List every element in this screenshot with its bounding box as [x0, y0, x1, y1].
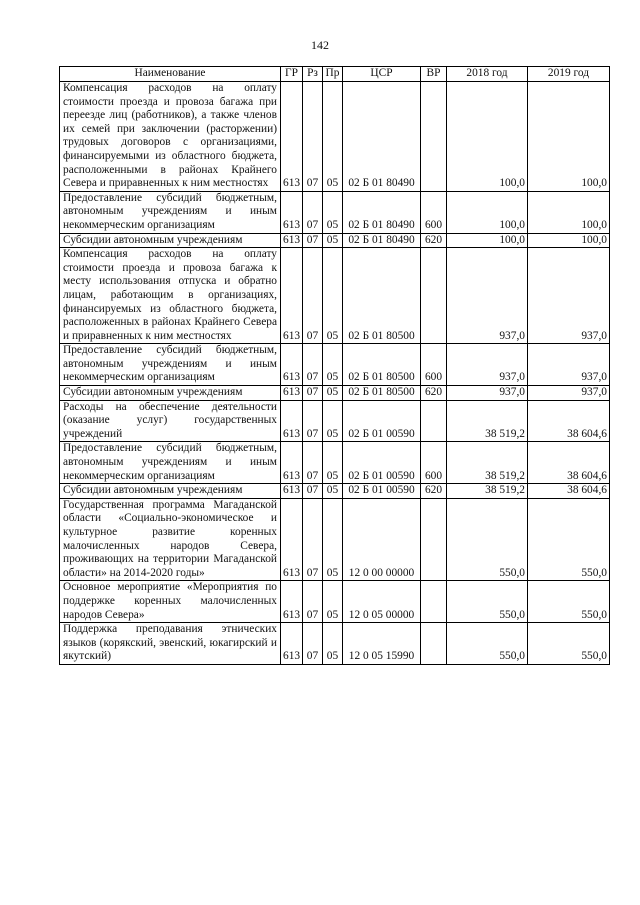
cell-pr: 05	[323, 581, 343, 623]
cell-name: Субсидии автономным учреждениям	[60, 386, 281, 401]
cell-name: Расходы на обеспечение деятельности (оказание услуг) государственных учреждений	[60, 400, 281, 442]
cell-vr	[421, 248, 447, 344]
cell-2018: 38 519,2	[447, 484, 528, 499]
cell-csr: 12 0 05 15990	[343, 623, 421, 665]
cell-2018: 550,0	[447, 498, 528, 581]
cell-gr: 613	[281, 581, 303, 623]
cell-2019: 937,0	[528, 248, 610, 344]
table-row	[60, 400, 610, 442]
cell-2019: 937,0	[528, 344, 610, 386]
cell-2018: 937,0	[447, 344, 528, 386]
cell-2018: 100,0	[447, 82, 528, 192]
cell-pr: 05	[323, 82, 343, 192]
header-row	[60, 67, 610, 82]
cell-gr: 613	[281, 191, 303, 233]
table-row	[60, 233, 610, 248]
cell-csr: 02 Б 01 00590	[343, 442, 421, 484]
cell-2019: 100,0	[528, 82, 610, 192]
cell-name: Поддержка преподавания этнических языков (корякский, эвенский, юкагирский и якутский)	[60, 623, 281, 665]
cell-2019: 550,0	[528, 498, 610, 581]
cell-name: Компенсация расходов на оплату стоимости проезда и провоза багажа к месту использования отпуска и обратно лицам, работающим в организациях, финансируемых из областного бюджета, расположенных в районах Крайнего Севера и приравненных к ним местностях	[60, 248, 281, 344]
cell-2019: 38 604,6	[528, 442, 610, 484]
header-gr: ГР	[281, 67, 303, 82]
cell-name: Субсидии автономным учреждениям	[60, 484, 281, 499]
table-row	[60, 498, 610, 581]
table-row	[60, 248, 610, 344]
cell-vr: 620	[421, 484, 447, 499]
cell-gr: 613	[281, 344, 303, 386]
table-row	[60, 623, 610, 665]
cell-2019: 937,0	[528, 386, 610, 401]
cell-csr: 02 Б 01 80490	[343, 82, 421, 192]
cell-csr: 02 Б 01 80500	[343, 248, 421, 344]
cell-csr: 02 Б 01 80490	[343, 233, 421, 248]
cell-2019: 550,0	[528, 623, 610, 665]
table-row	[60, 82, 610, 192]
cell-rz: 07	[303, 248, 323, 344]
cell-2019: 38 604,6	[528, 484, 610, 499]
cell-2018: 38 519,2	[447, 442, 528, 484]
cell-vr: 600	[421, 191, 447, 233]
cell-vr	[421, 400, 447, 442]
cell-vr: 600	[421, 442, 447, 484]
cell-pr: 05	[323, 400, 343, 442]
header-rz: Рз	[303, 67, 323, 82]
cell-name: Предоставление субсидий бюджетным, автономным учреждениям и иным некоммерческим организациям	[60, 191, 281, 233]
cell-name: Государственная программа Магаданской области «Социально-экономическое и культурное развитие коренных малочисленных народов Севера, проживающих на территории Магаданской области» на 2014-2020 годы»	[60, 498, 281, 581]
cell-pr: 05	[323, 248, 343, 344]
cell-2018: 550,0	[447, 623, 528, 665]
cell-2019: 100,0	[528, 233, 610, 248]
cell-rz: 07	[303, 623, 323, 665]
cell-pr: 05	[323, 344, 343, 386]
cell-csr: 12 0 00 00000	[343, 498, 421, 581]
page-number: 142	[311, 38, 329, 52]
cell-rz: 07	[303, 344, 323, 386]
cell-2019: 100,0	[528, 191, 610, 233]
cell-pr: 05	[323, 386, 343, 401]
cell-2018: 38 519,2	[447, 400, 528, 442]
cell-rz: 07	[303, 581, 323, 623]
cell-rz: 07	[303, 386, 323, 401]
cell-2018: 550,0	[447, 581, 528, 623]
cell-csr: 02 Б 01 00590	[343, 484, 421, 499]
cell-gr: 613	[281, 498, 303, 581]
cell-vr	[421, 82, 447, 192]
cell-csr: 02 Б 01 00590	[343, 400, 421, 442]
cell-vr: 600	[421, 344, 447, 386]
table-row	[60, 484, 610, 499]
cell-pr: 05	[323, 623, 343, 665]
cell-gr: 613	[281, 233, 303, 248]
cell-name: Предоставление субсидий бюджетным, автономным учреждениям и иным некоммерческим организациям	[60, 344, 281, 386]
cell-pr: 05	[323, 484, 343, 499]
cell-rz: 07	[303, 400, 323, 442]
cell-pr: 05	[323, 498, 343, 581]
header-2019: 2019 год	[528, 67, 610, 82]
budget-table	[59, 66, 610, 665]
table-row	[60, 191, 610, 233]
header-name: Наименование	[60, 67, 281, 82]
cell-gr: 613	[281, 442, 303, 484]
cell-2018: 937,0	[447, 248, 528, 344]
cell-gr: 613	[281, 400, 303, 442]
cell-gr: 613	[281, 82, 303, 192]
cell-gr: 613	[281, 623, 303, 665]
cell-vr	[421, 623, 447, 665]
cell-rz: 07	[303, 233, 323, 248]
cell-2018: 100,0	[447, 233, 528, 248]
header-pr: Пр	[323, 67, 343, 82]
table-row	[60, 386, 610, 401]
header-csr: ЦСР	[343, 67, 421, 82]
cell-name: Субсидии автономным учреждениям	[60, 233, 281, 248]
cell-gr: 613	[281, 248, 303, 344]
cell-rz: 07	[303, 82, 323, 192]
cell-rz: 07	[303, 191, 323, 233]
cell-rz: 07	[303, 442, 323, 484]
cell-vr	[421, 498, 447, 581]
cell-rz: 07	[303, 484, 323, 499]
cell-name: Предоставление субсидий бюджетным, автономным учреждениям и иным некоммерческим организациям	[60, 442, 281, 484]
cell-name: Основное мероприятие «Мероприятия по поддержке коренных малочисленных народов Севера»	[60, 581, 281, 623]
cell-pr: 05	[323, 442, 343, 484]
cell-csr: 02 Б 01 80500	[343, 386, 421, 401]
header-2018: 2018 год	[447, 67, 528, 82]
cell-rz: 07	[303, 498, 323, 581]
table-row	[60, 581, 610, 623]
cell-pr: 05	[323, 191, 343, 233]
cell-csr: 12 0 05 00000	[343, 581, 421, 623]
cell-gr: 613	[281, 484, 303, 499]
table-row	[60, 442, 610, 484]
header-vr: ВР	[421, 67, 447, 82]
cell-vr	[421, 581, 447, 623]
cell-vr: 620	[421, 386, 447, 401]
cell-pr: 05	[323, 233, 343, 248]
cell-2018: 937,0	[447, 386, 528, 401]
table-row	[60, 344, 610, 386]
cell-vr: 620	[421, 233, 447, 248]
cell-gr: 613	[281, 386, 303, 401]
cell-csr: 02 Б 01 80500	[343, 344, 421, 386]
cell-name: Компенсация расходов на оплату стоимости проезда и провоза багажа при переезде лиц (работников), а также членов их семей при заключении (расторжении) трудовых договоров с организациями, финансируемыми из областного бюджета, расположенными в районах Крайнего Севера и приравненных к ним местностях	[60, 82, 281, 192]
cell-2018: 100,0	[447, 191, 528, 233]
cell-2019: 550,0	[528, 581, 610, 623]
cell-2019: 38 604,6	[528, 400, 610, 442]
cell-csr: 02 Б 01 80490	[343, 191, 421, 233]
